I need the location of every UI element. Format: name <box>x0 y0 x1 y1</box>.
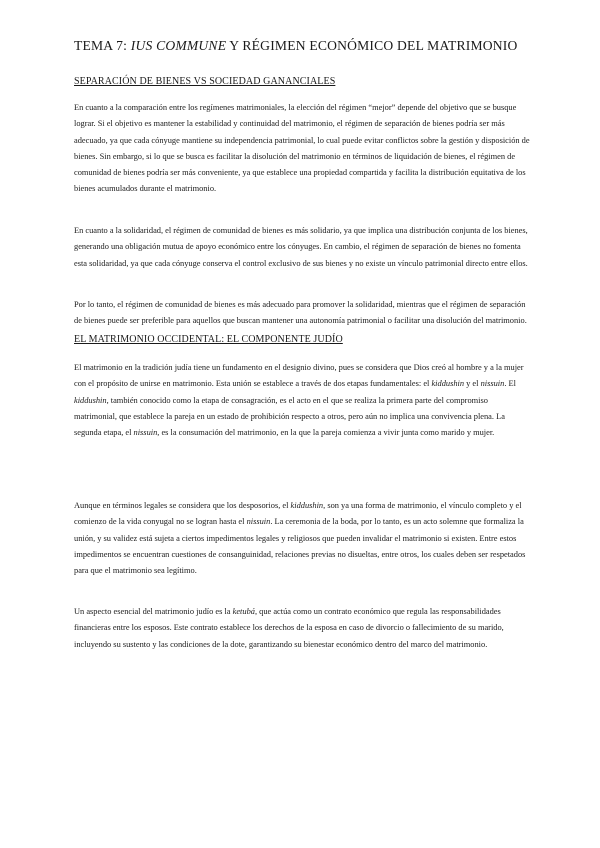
paragraph-tradicion-judia: El matrimonio en la tradición judía tiene un fundamento en el designio divino, pues se considera que Dios creó al hombre y a la mujer con el propósito de unirse en matrimonio. Esta unión se establece a través de dos etapas fundamentales: el kiddushin y el nissuin. El kiddushin, también conocido como la etapa de consagración, es el acto en el que se realiza la primera parte del compromiso matrimonial, que establece la pareja en un estado de prohibición respecto a otros, pero aún no implica una convivencia plena. La segunda etapa, el nissuin, es la consumación del matrimonio, en la que la pareja comienza a vivir junta como marido y mujer. <box>74 363 524 438</box>
paragraph-desposorios: Aunque en términos legales se considera que los desposorios, el kiddushin, son ya una forma de matrimonio, el vínculo completo y el comienzo de la vida conyugal no se logran hasta el nissuin. La ceremonia de la boda, por lo tanto, es un acto solemne que formaliza la unión, y su validez está sujeta a ciertos impedimentos legales y religiosos que pueden invalidar el matrimonio si existen. Entre estos impedimentos se encuentran cuestiones de consanguinidad, relaciones previas no disueltas, entre otros, los cuales deben ser respetados para que el matrimonio sea legítimo. <box>74 501 526 576</box>
paragraph-solidaridad: En cuanto a la solidaridad, el régimen de comunidad de bienes es más solidario, ya que implica una distribución conjunta de los bienes, generando una obligación mutua de apoyo económico entre los cónyuges. En cambio, el régimen de separación de bienes no fomenta esta solidaridad, ya que cada cónyuge conserva el control exclusivo de sus bienes y no existe un vínculo patrimonial directo entre ellos. <box>74 226 528 268</box>
paragraph-comparacion: En cuanto a la comparación entre los regímenes matrimoniales, la elección del régimen “mejor” depende del objetivo que se busque lograr. Si el objetivo es mantener la estabilidad y continuidad del matrimonio, el régimen de separación de bienes podría ser más adecuado, ya que cada cónyuge mantiene su independencia patrimonial, lo cual puede evitar conflictos sobre la gestión y disposición de bienes. Sin embargo, si lo que se busca es facilitar la disolución del matrimonio en términos de liquidación de bienes, el régimen de comunidad de bienes podría ser más conveniente, ya que establece una propiedad compartida y facilita la distribución equitativa de los bienes acumulados durante el matrimonio. <box>74 103 530 194</box>
title-prefix: TEMA 7: <box>74 38 131 53</box>
term-kiddushin: kiddushin <box>431 379 465 389</box>
page-title <box>74 38 544 54</box>
term-ketuba: ketubá <box>232 607 255 616</box>
term-kiddushin: kiddushin <box>290 501 324 510</box>
title-italic: IUS COMMUNE <box>130 38 227 53</box>
term-nissuin: nissuin <box>246 517 271 527</box>
term-nissuin: nissuin <box>480 379 505 389</box>
title-suffix: Y RÉGIMEN ECONÓMICO DEL MATRIMONIO <box>226 38 518 53</box>
paragraph-conclusion: Por lo tanto, el régimen de comunidad de bienes es más adecuado para promover la solidaridad, mientras que el régimen de separación de bienes puede ser preferible para aquellos que buscan mantener una autonomía patrimonial o facilitar una disolución del matrimonio. <box>74 300 527 326</box>
term-nissuin: nissuin <box>133 428 158 438</box>
term-kiddushin: kiddushin <box>74 395 107 405</box>
paragraph-ketuba: Un aspecto esencial del matrimonio judío es la ketubá, que actúa como un contrato económico que regula las responsabilidades financieras entre los esposos. Este contrato establece los derechos de la esposa en caso de divorcio o fallecimiento de su marido, incluyendo su sustento y las condiciones de la dote, garantizando su bienestar económico dentro del marco del matrimonio. <box>74 607 504 649</box>
section-heading-separacion: SEPARACIÓN DE BIENES VS SOCIEDAD GANANCIALES <box>74 76 336 87</box>
section-heading-matrimonio-occidental: EL MATRIMONIO OCCIDENTAL: EL COMPONENTE JUDÍO <box>74 334 343 345</box>
